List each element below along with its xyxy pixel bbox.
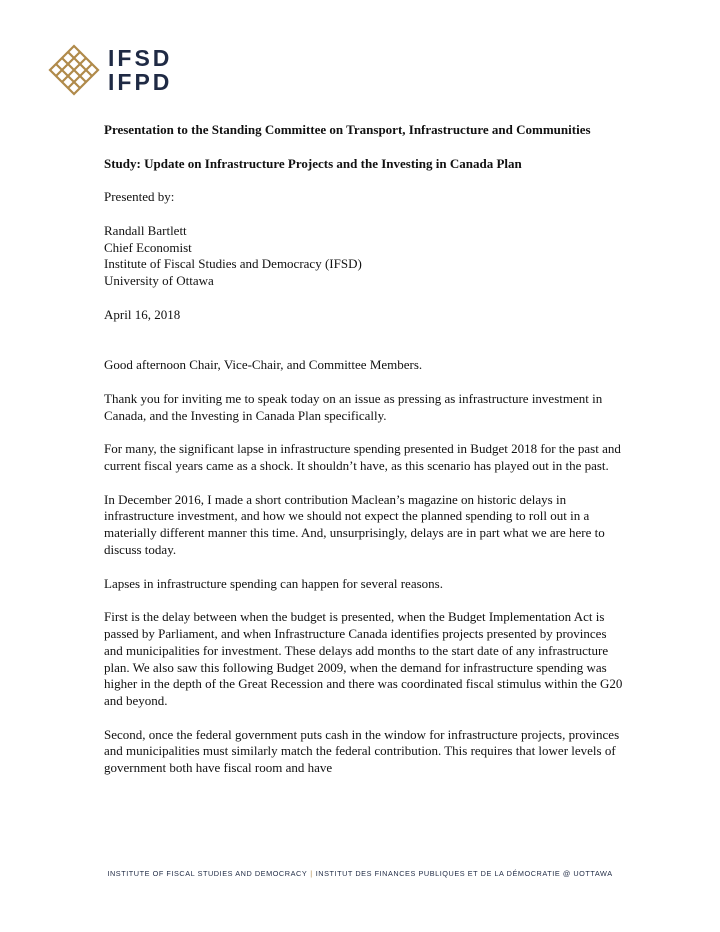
presentation-date: April 16, 2018: [104, 306, 181, 322]
study-title: Study: Update on Infrastructure Projects and the Investing in Canada Plan: [104, 155, 522, 171]
presenter-block: [104, 223, 624, 290]
presenter-org: Institute of Fiscal Studies and Democracy (IFSD): [104, 256, 362, 272]
body-paragraph-4: In December 2016, I made a short contribution Maclean’s magazine on historic delays in infrastructure investment, and how we should not expect the planned spending to roll out in a materially different manner this time. And, unsurprisingly, delays are in part what we are here to discuss today.: [104, 491, 605, 557]
page-footer: [40, 869, 680, 878]
presenter-role: Chief Economist: [104, 239, 192, 255]
logo-line-ifpd: IFPD: [108, 69, 173, 95]
presenter-university: University of Ottawa: [104, 273, 214, 289]
logo-line-ifsd: IFSD: [108, 45, 173, 71]
body-paragraph-5: Lapses in infrastructure spending can happen for several reasons.: [104, 575, 443, 591]
logo-wordmark: [108, 46, 172, 94]
document-body: [104, 122, 624, 794]
body-paragraph-6: First is the delay between when the budget is presented, when the Budget Implementation Act is passed by Parliament, and when Infrastructure Canada identifies projects presented by provinces and municipalities for investment. These delays add months to the start date of any infrastructure plan. We also saw this following Budget 2009, when the demand for infrastructure spending was higher in the depth of the Great Recession and there was coordinated fiscal stimulus within the G20 and beyond.: [104, 609, 623, 709]
body-paragraph-3: For many, the significant lapse in infrastructure spending presented in Budget 2018 for the past and current fiscal years came as a shock. It shouldn’t have, as this scenario has played out in the past.: [104, 441, 621, 473]
body-paragraph-1: Good afternoon Chair, Vice-Chair, and Committee Members.: [104, 357, 423, 373]
presenter-name: Randall Bartlett: [104, 222, 187, 238]
body-paragraph-2: Thank you for inviting me to speak today on an issue as pressing as infrastructure investment in Canada, and the Investing in Canada Plan specifically.: [104, 390, 603, 423]
body-paragraph-7: Second, once the federal government puts cash in the window for infrastructure projects, provinces and municipalities must similarly match the federal contribution. This requires that lower levels of government both have fiscal room and have: [104, 726, 620, 776]
footer-french-name: INSTITUT DES FINANCES PUBLIQUES ET DE LA DÉMOCRATIE @ UOTTAWA: [315, 869, 613, 878]
footer-separator: |: [310, 869, 313, 878]
presented-by-label: Presented by:: [104, 189, 175, 205]
ifsd-logo: [48, 44, 172, 96]
spacer: [104, 340, 624, 357]
footer-english-name: INSTITUTE OF FISCAL STUDIES AND DEMOCRACY: [107, 869, 308, 878]
document-title: Presentation to the Standing Committee on Transport, Infrastructure and Communities: [104, 122, 591, 137]
lattice-logo-icon: [48, 44, 100, 96]
